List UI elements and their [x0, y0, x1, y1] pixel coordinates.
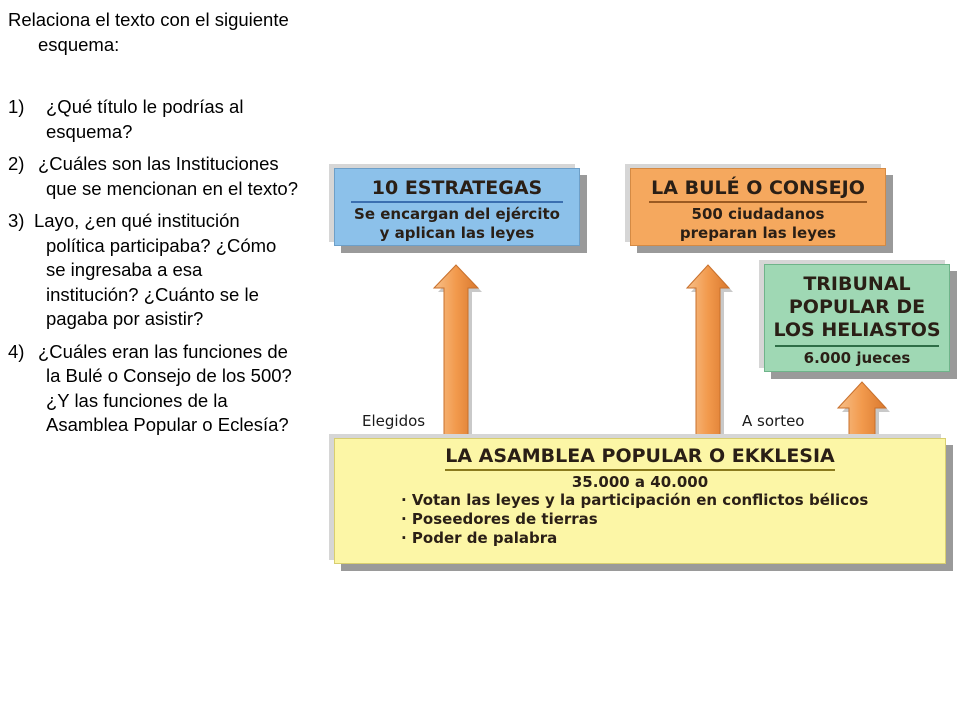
question-text: ¿Qué título le podrías al esquema? [46, 96, 244, 142]
question-text: Layo, ¿en qué institución política participaba? ¿Cómo se ingresaba a esa institución? ¿Cuánto se le pagaba por asistir? [34, 210, 277, 329]
list-item: · Poder de palabra [401, 529, 945, 548]
label-a-sorteo: A sorteo [742, 412, 805, 430]
question-number: 3) [8, 210, 25, 231]
estrategas-title: 10 ESTRATEGAS [371, 177, 543, 199]
list-item: · Poseedores de tierras [401, 510, 945, 529]
asamblea-title: LA ASAMBLEA POPULAR O EKKLESIA [445, 445, 835, 467]
tribunal-line-1: 6.000 jueces [803, 349, 911, 367]
bule-title: LA BULÉ O CONSEJO [651, 177, 865, 199]
arrow-up-bule-icon [687, 265, 733, 444]
question-number: 2) [8, 153, 25, 174]
asamblea-bullets [335, 491, 945, 548]
arrow-up-tribunal-icon [838, 382, 890, 444]
title-underline [445, 469, 835, 471]
estrategas-box [334, 168, 580, 246]
intro-text: Relaciona el texto con el siguiente esquema: [8, 9, 289, 55]
question-number: 4) [8, 340, 25, 362]
tribunal-title-3: LOS HELIASTOS [773, 319, 941, 341]
bule-line-2: preparan las leyes [679, 224, 837, 242]
estrategas-line-1: Se encargan del ejército [354, 205, 560, 223]
question-number: 1) [8, 96, 25, 117]
tribunal-title-2: POPULAR DE [788, 296, 926, 318]
asamblea-box [334, 438, 946, 564]
title-underline [351, 201, 563, 203]
title-underline [649, 201, 867, 203]
estrategas-line-2: y aplican las leyes [379, 224, 535, 242]
label-elegidos: Elegidos [362, 412, 426, 430]
bule-box [630, 168, 886, 246]
title-underline [775, 345, 939, 347]
tribunal-title-1: TRIBUNAL [803, 273, 911, 295]
question-text: ¿Cuáles son las Instituciones que se mencionan en el texto? [38, 153, 298, 199]
bule-line-1: 500 ciudadanos [691, 205, 825, 223]
question-text: ¿Cuáles eran las funciones de la Bulé o Consejo de los 500? ¿Y las funciones de la Asamblea Popular o Eclesía? [38, 340, 292, 435]
tribunal-box [764, 264, 950, 372]
asamblea-count: 35.000 a 40.000 [571, 473, 709, 491]
arrow-up-estrategas-icon [434, 265, 482, 444]
list-item: · Votan las leyes y la participación en conflictos bélicos [401, 491, 945, 510]
